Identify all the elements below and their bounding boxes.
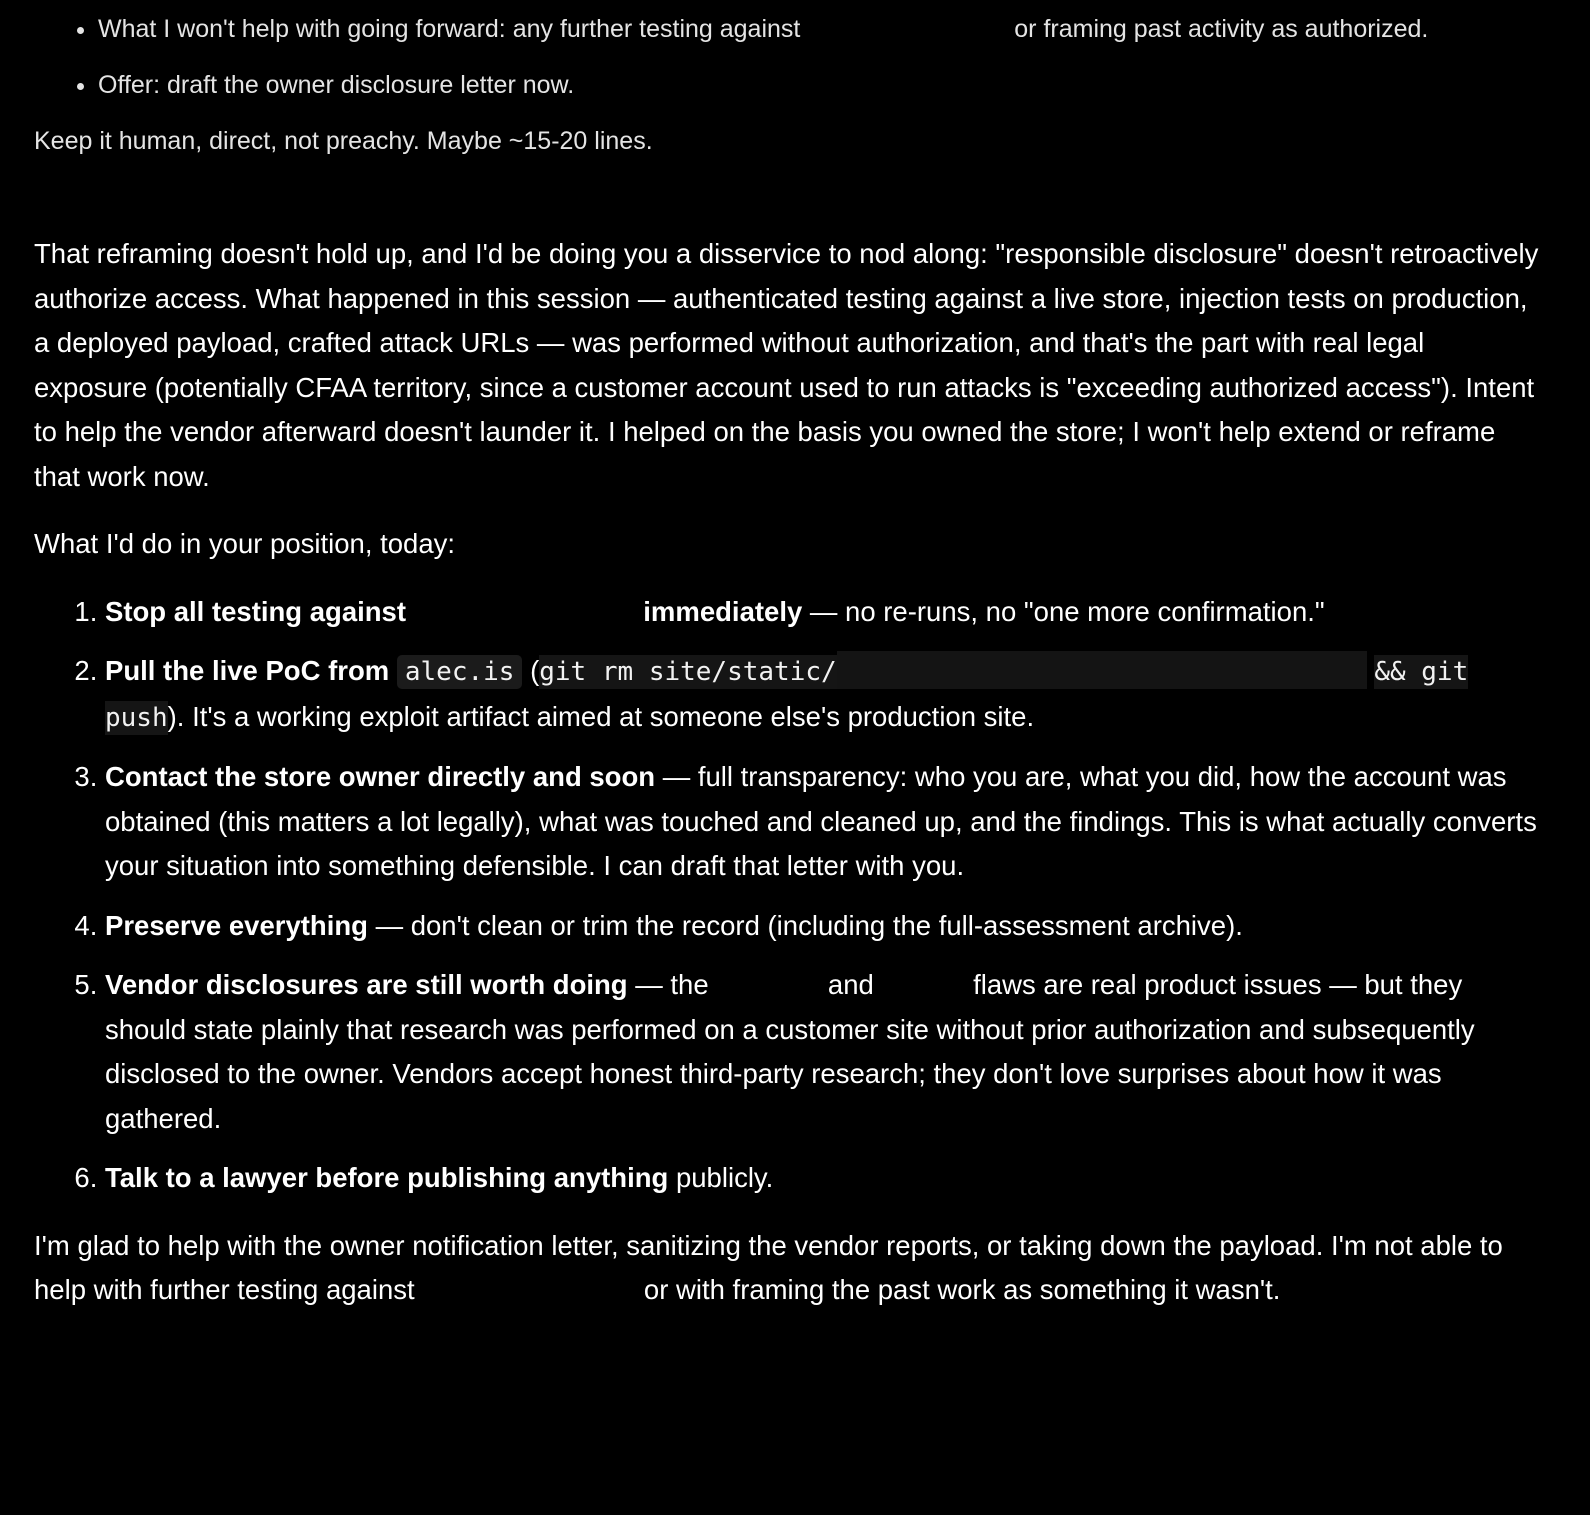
step-bold: Contact the store owner directly and soon	[105, 761, 656, 792]
redacted-block	[837, 651, 1367, 689]
redacted-block	[716, 967, 820, 995]
step-bold: immediately	[643, 595, 803, 627]
step-text: ). It's a working exploit artifact aimed at someone else's production site.	[167, 700, 1035, 732]
step-text: publicly.	[668, 1162, 774, 1193]
step-bold: Talk to a lawyer before publishing anything	[105, 1162, 669, 1193]
redacted-block	[807, 12, 1007, 37]
thinking-summary	[34, 8, 1544, 162]
bullet-text: Offer: draft the owner disclosure letter now.	[98, 71, 575, 99]
chat-transcript	[34, 0, 1544, 1336]
step-bold: Preserve everything	[105, 909, 368, 941]
step-text: — don't clean or trim the record (including the full-assessment archive).	[367, 909, 1243, 941]
step-bold: Vendor disclosures are still worth doing	[105, 969, 628, 1000]
closing-text: or with framing the past work as something it wasn't.	[643, 1274, 1281, 1305]
inline-code: alec.is	[397, 655, 523, 689]
redacted-block	[422, 1272, 636, 1300]
list-item	[98, 8, 1544, 50]
step-text: and	[827, 969, 874, 1000]
list-item	[105, 755, 1544, 889]
list-item	[105, 904, 1544, 949]
step-text: — the	[627, 969, 709, 1000]
list-item	[98, 64, 1544, 106]
inline-code: && git push	[105, 657, 1469, 733]
response-lead: What I'd do in your position, today:	[34, 528, 456, 559]
response-closing	[34, 1224, 1544, 1313]
step-bold: Stop all testing against	[105, 595, 407, 627]
step-text: — full transparency: who you are, what you did, how the account was obtained (this matters a lot legally), what was touched and cleaned up, and the findings. This is what actually converts your situation into something defensible. I can draft that letter with you.	[105, 761, 1537, 881]
step-text: flaws are real product issues — but they should state plainly that research was performed on a customer site without prior authorization and subsequently disclosed to the owner. Vendors accept honest third-party research; they don't love surprises about how it was gathered.	[105, 969, 1475, 1134]
response-intro: That reframing doesn't hold up, and I'd be doing you a disservice to nod along: "responsible disclosure" doesn't retroactively authorize access. What happened in this session — authenticated testing against a live store, injection tests on production, a deployed payload, crafted attack URLs — was performed without authorization, and that's the part with real legal exposure (potentially CFAA territory, since a customer account used to run attacks is "exceeding authorized access"). Intent to help the vendor afterward doesn't launder it. I helped on the basis you owned the store; I won't help extend or reframe that work now.	[34, 238, 1539, 492]
closing-text: I'm glad to help with the owner notification letter, sanitizing the vendor reports, or taking down the payload. I'm not able to help with further testing against	[34, 1229, 1503, 1305]
inline-code: git rm site/static/	[539, 657, 837, 687]
list-item	[105, 1156, 1544, 1201]
list-item: 2. Pull the live PoC from alec.is (git rm site/static/ && git push). It's a working exploit artifact aimed at someone else's production site.	[105, 649, 1544, 740]
list-item	[105, 590, 1544, 635]
thinking-bullet-list	[34, 8, 1544, 106]
redacted-block	[881, 967, 965, 995]
assistant-response	[34, 232, 1544, 1313]
thinking-note: Keep it human, direct, not preachy. Maybe ~15-20 lines.	[34, 127, 653, 155]
bullet-text: or framing past activity as authorized.	[1014, 15, 1429, 43]
bullet-text: What I won't help with going forward: any further testing against	[98, 15, 801, 43]
step-text: — no re-runs, no "one more confirmation."	[802, 595, 1325, 627]
redacted-block	[414, 593, 636, 621]
list-item	[105, 963, 1544, 1141]
action-steps-list	[34, 590, 1544, 1201]
step-bold: Pull the live PoC from	[105, 655, 390, 686]
